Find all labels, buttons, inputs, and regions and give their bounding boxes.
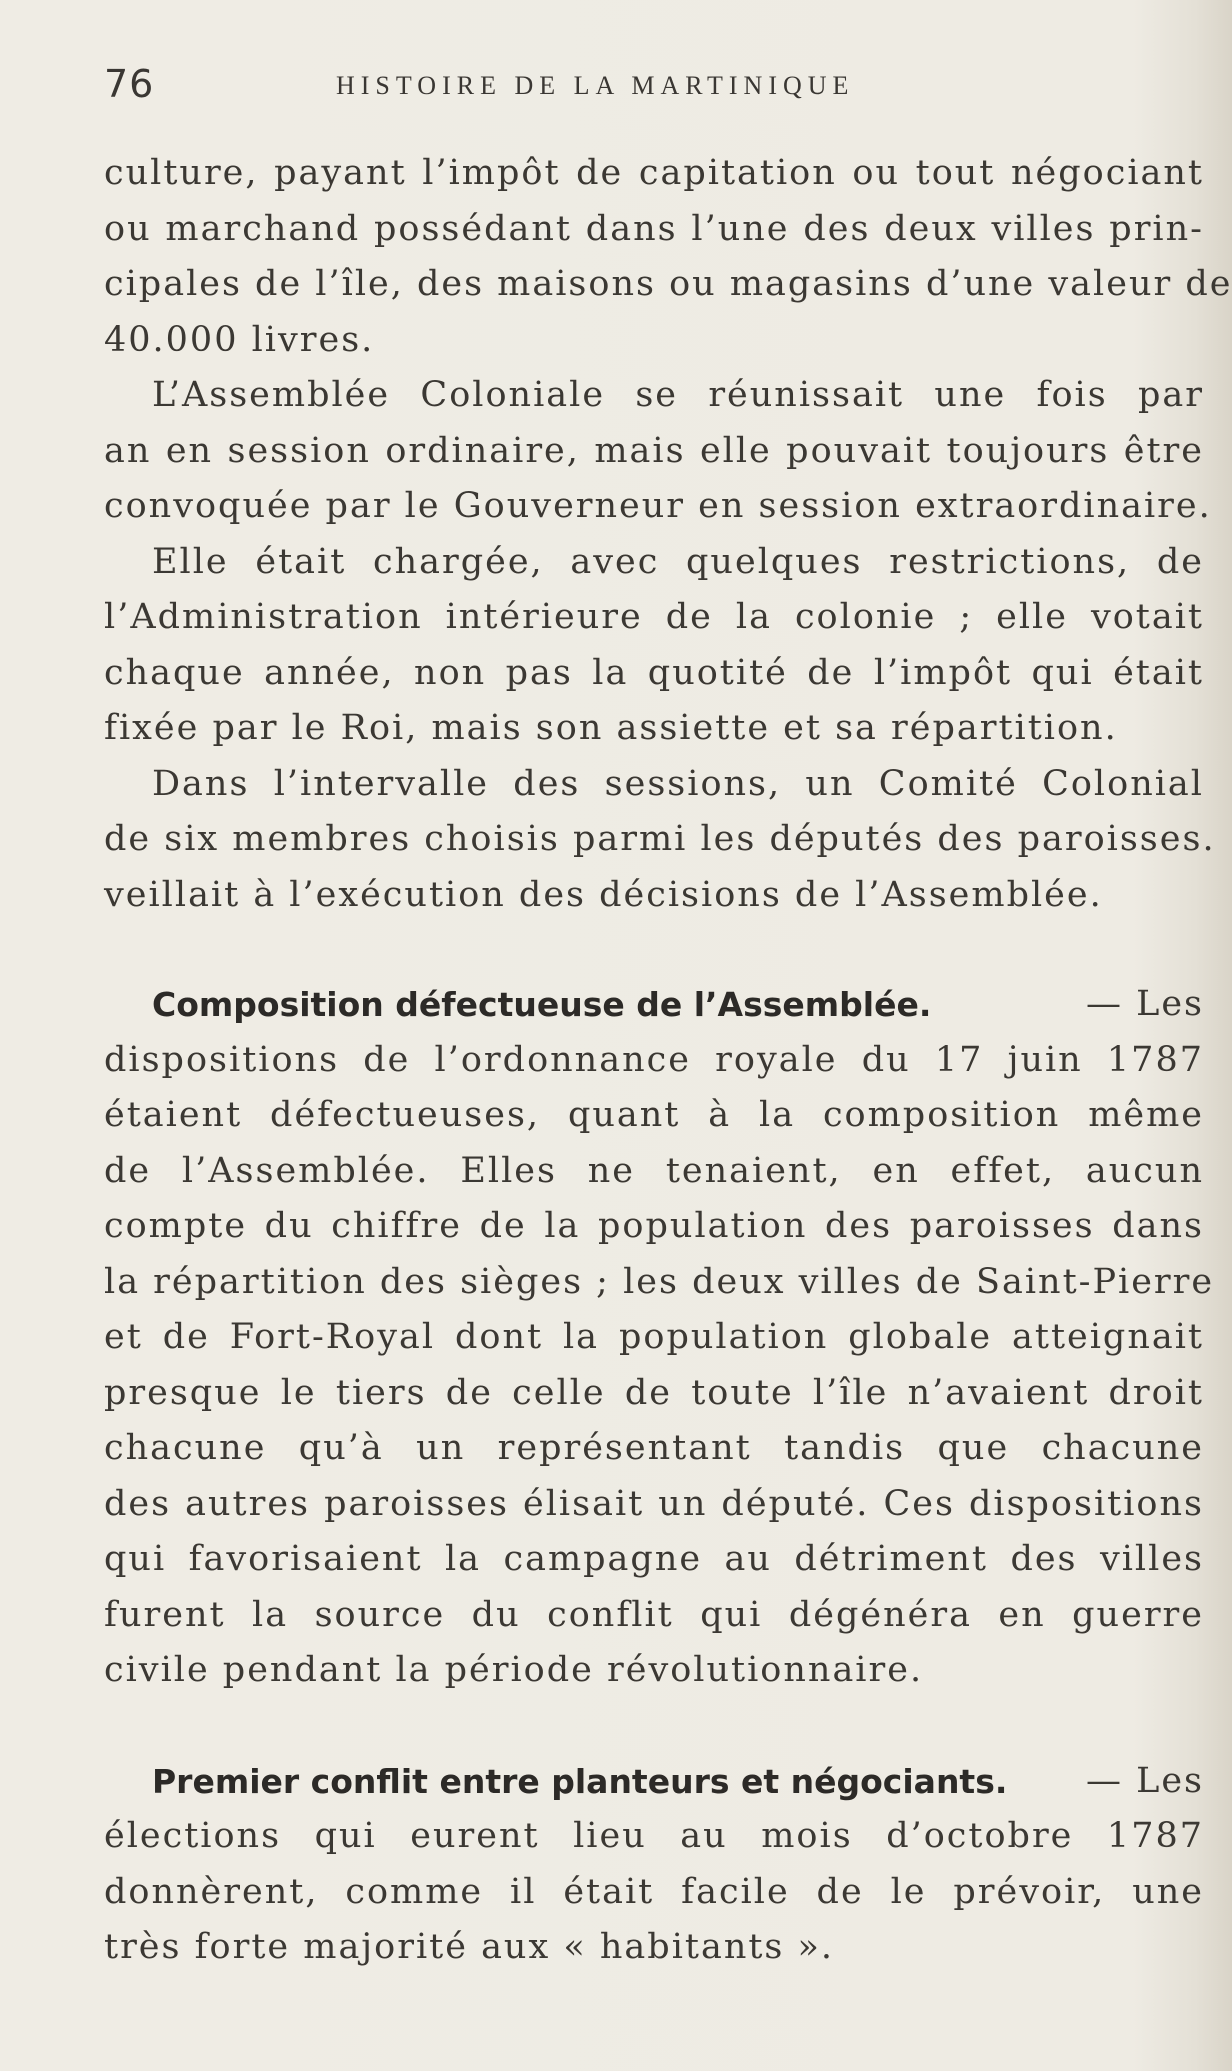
section-title: Composition défectueuse de l’Assemblée. xyxy=(152,985,932,1024)
text-line: furent la source du conflit qui dégénéra en guerre xyxy=(104,1594,1204,1635)
text-line: dispositions de l’ordonnance royale du 17 juin 1787 xyxy=(104,1039,1204,1080)
section-heading-line xyxy=(104,977,1204,1033)
text-line: culture, payant l’impôt de capitation ou tout négociant xyxy=(104,153,1204,193)
text-line: convoquée par le Gouverneur en session extraordinaire. xyxy=(104,486,1212,526)
text-line: cipales de l’île, des maisons ou magasins d’une valeur de xyxy=(104,264,1232,304)
text-line: civile pendant la période révolutionnaire. xyxy=(104,1650,924,1690)
text-line: qui favorisaient la campagne au détriment des villes xyxy=(104,1539,1204,1579)
heading-tail: — Les xyxy=(1085,984,1204,1024)
text-line: de l’Assemblée. Elles ne tenaient, en effet, aucun xyxy=(104,1150,1204,1191)
section-composition xyxy=(104,977,1215,1699)
text-line: Elle était chargée, avec quelques restrictions, de xyxy=(152,541,1204,582)
text-line: Dans l’intervalle des sessions, un Comité Colonial xyxy=(152,763,1204,804)
text-line: veillait à l’exécution des décisions de l’Assemblée. xyxy=(104,874,1103,915)
body-text xyxy=(104,146,1232,1976)
text-line: fixée par le Roi, mais son assiette et sa répartition. xyxy=(104,708,1118,748)
section-gap xyxy=(104,923,1204,977)
paragraph xyxy=(104,535,1204,757)
text-line: 40.000 livres. xyxy=(104,319,375,360)
text-line: la répartition des sièges ; les deux villes de Saint-Pierre xyxy=(104,1261,1215,1302)
section-gap xyxy=(104,1699,1204,1754)
page-number: 76 xyxy=(104,62,155,106)
section-premier-conflit xyxy=(104,1754,1204,1976)
text-line: donnèrent, comme il était facile de le prévoir, une xyxy=(104,1871,1204,1912)
text-line: étaient défectueuses, quant à la composition même xyxy=(104,1095,1204,1135)
page-header xyxy=(104,62,1204,112)
text-line: de six membres choisis parmi les députés des paroisses. xyxy=(104,819,1216,859)
text-line: chacune qu’à un représentant tandis que chacune xyxy=(104,1428,1204,1468)
text-line: compte du chiffre de la population des paroisses dans xyxy=(104,1206,1204,1246)
text-line: des autres paroisses élisait un député. Ces dispositions xyxy=(104,1483,1204,1524)
section-heading-line xyxy=(104,1754,1204,1810)
text-line: l’Administration intérieure de la colonie ; elle votait xyxy=(104,597,1204,637)
paragraph xyxy=(104,757,1216,924)
text-line: chaque année, non pas la quotité de l’impôt qui était xyxy=(104,652,1204,693)
text-line: an en session ordinaire, mais elle pouvait toujours être xyxy=(104,430,1204,471)
text-line: et de Fort-Royal dont la population globale atteignait xyxy=(104,1317,1204,1357)
text-line: L’Assemblée Coloniale se réunissait une fois par xyxy=(152,375,1204,415)
heading-tail: — Les xyxy=(1085,1760,1204,1801)
running-title: HISTOIRE DE LA MARTINIQUE xyxy=(336,71,855,100)
text-line: très forte majorité aux « habitants ». xyxy=(104,1927,835,1967)
paragraph xyxy=(104,368,1212,535)
text-line: ou marchand possédant dans l’une des deux villes prin- xyxy=(104,208,1204,249)
text-line: élections qui eurent lieu au mois d’octobre 1787 xyxy=(104,1816,1204,1856)
section-title: Premier conflit entre planteurs et négociants. xyxy=(152,1761,1008,1801)
paragraph xyxy=(104,146,1232,368)
text-line: presque le tiers de celle de toute l’île n’avaient droit xyxy=(104,1372,1204,1413)
